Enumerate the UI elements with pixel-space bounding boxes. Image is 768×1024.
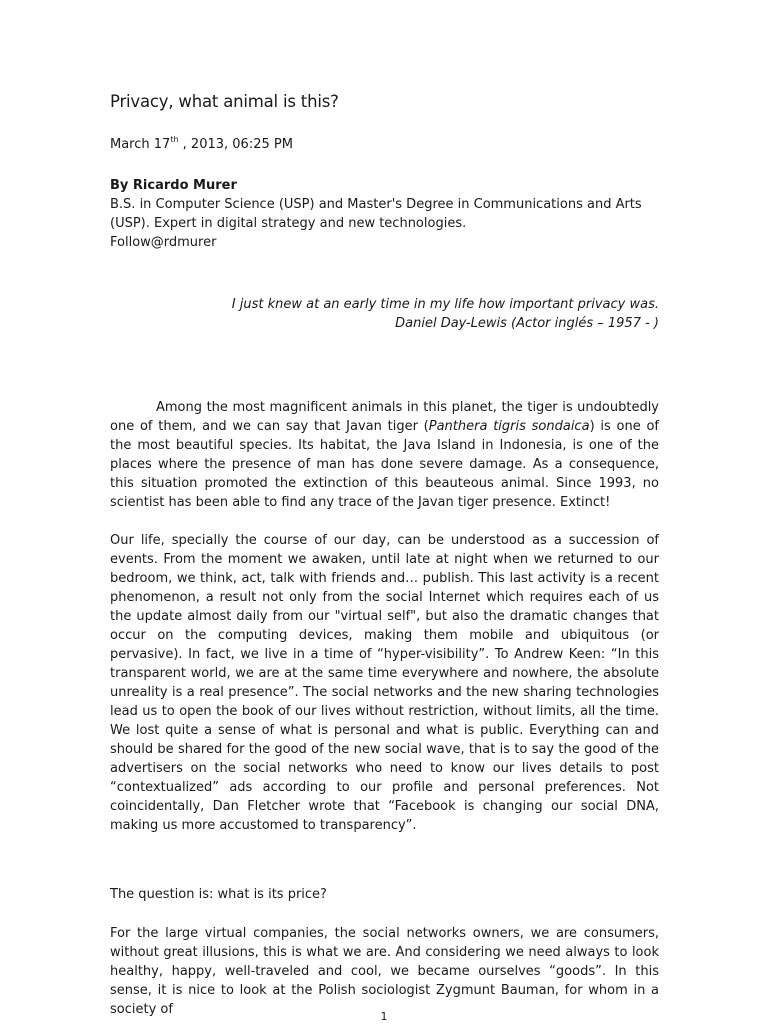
author-bio-line-1: B.S. in Computer Science (USP) and Master's Degree in Communications and Arts	[110, 197, 642, 212]
article	[110, 92, 659, 1019]
paragraph-consumers: For the large virtual companies, the social networks owners, we are consumers, without great illusions, this is what we are. And considering we need always to look healthy, happy, well-traveled and cool, we became ourselves “goods”. In this sense, it is nice to look at the Polish sociologist Zygmunt Bauman, for whom in a society of	[110, 926, 659, 1017]
paragraph-tiger	[110, 398, 659, 512]
article-title: Privacy, what animal is this?	[110, 92, 339, 111]
author-block	[110, 176, 659, 252]
epigraph	[110, 295, 659, 333]
author-follow-handle: Follow@rdmurer	[110, 235, 217, 250]
author-bio-line-2: (USP). Expert in digital strategy and new technologies.	[110, 216, 467, 231]
article-date	[110, 135, 659, 154]
date-rest: , 2013, 06:25 PM	[178, 137, 293, 152]
paragraph-tiger-text-end: ) is one of the most beautiful species. Its habitat, the Java Island in Indonesia, is one of the places where the presence of man has done severe damage. As a consequence, this situation promoted the extinction of this beauteous animal. Since 1993, no scientist has been able to find any trace of the Javan tiger presence. Extinct!	[110, 419, 660, 510]
date-month-day: March 17	[110, 137, 171, 152]
author-byline: By Ricardo Murer	[110, 178, 237, 193]
paragraph-visibility: Our life, specially the course of our day, can be understood as a succession of events. From the moment we awaken, until late at night when we returned to our bedroom, we think, act, talk with friends and… publish. This last activity is a recent phenomenon, a result not only from the social Internet which requires each of us the update almost daily from our "virtual self", but also the dramatic changes that occur on the computing devices, making them mobile and ubiquitous (or pervasive). In fact, we live in a time of “hyper-visibility”. To Andrew Keen: “In this transparent world, we are at the same time everywhere and nowhere, the absolute unreality is a real presence”. The social networks and the new sharing technologies lead us to open the book of our lives without restriction, without limits, all the time. We lost quite a sense of what is personal and what is public. Everything can and should be shared for the good of the new social wave, that is to say the good of the advertisers on the social networks who need to know our lives details to post “contextualized” ads according to our profile and personal preferences. Not coincidentally, Dan Fletcher wrote that “Facebook is changing our social DNA, making us more accustomed to transparency”.	[110, 533, 659, 833]
paragraph-tiger-text-start: Among the most magnificent animals in this planet, the tiger is undoubtedly one of them, and we can say that Javan tiger (	[110, 400, 659, 434]
question-line: The question is: what is its price?	[110, 887, 327, 902]
epigraph-quote: I just knew at an early time in my life how important privacy was.	[231, 297, 659, 312]
epigraph-attribution: Daniel Day-Lewis (Actor inglés – 1957 - )	[395, 316, 659, 331]
page-number: 1	[380, 1010, 388, 1023]
species-name: Panthera tigris sondaica	[428, 419, 590, 434]
date-ordinal-suffix: th	[170, 135, 179, 144]
